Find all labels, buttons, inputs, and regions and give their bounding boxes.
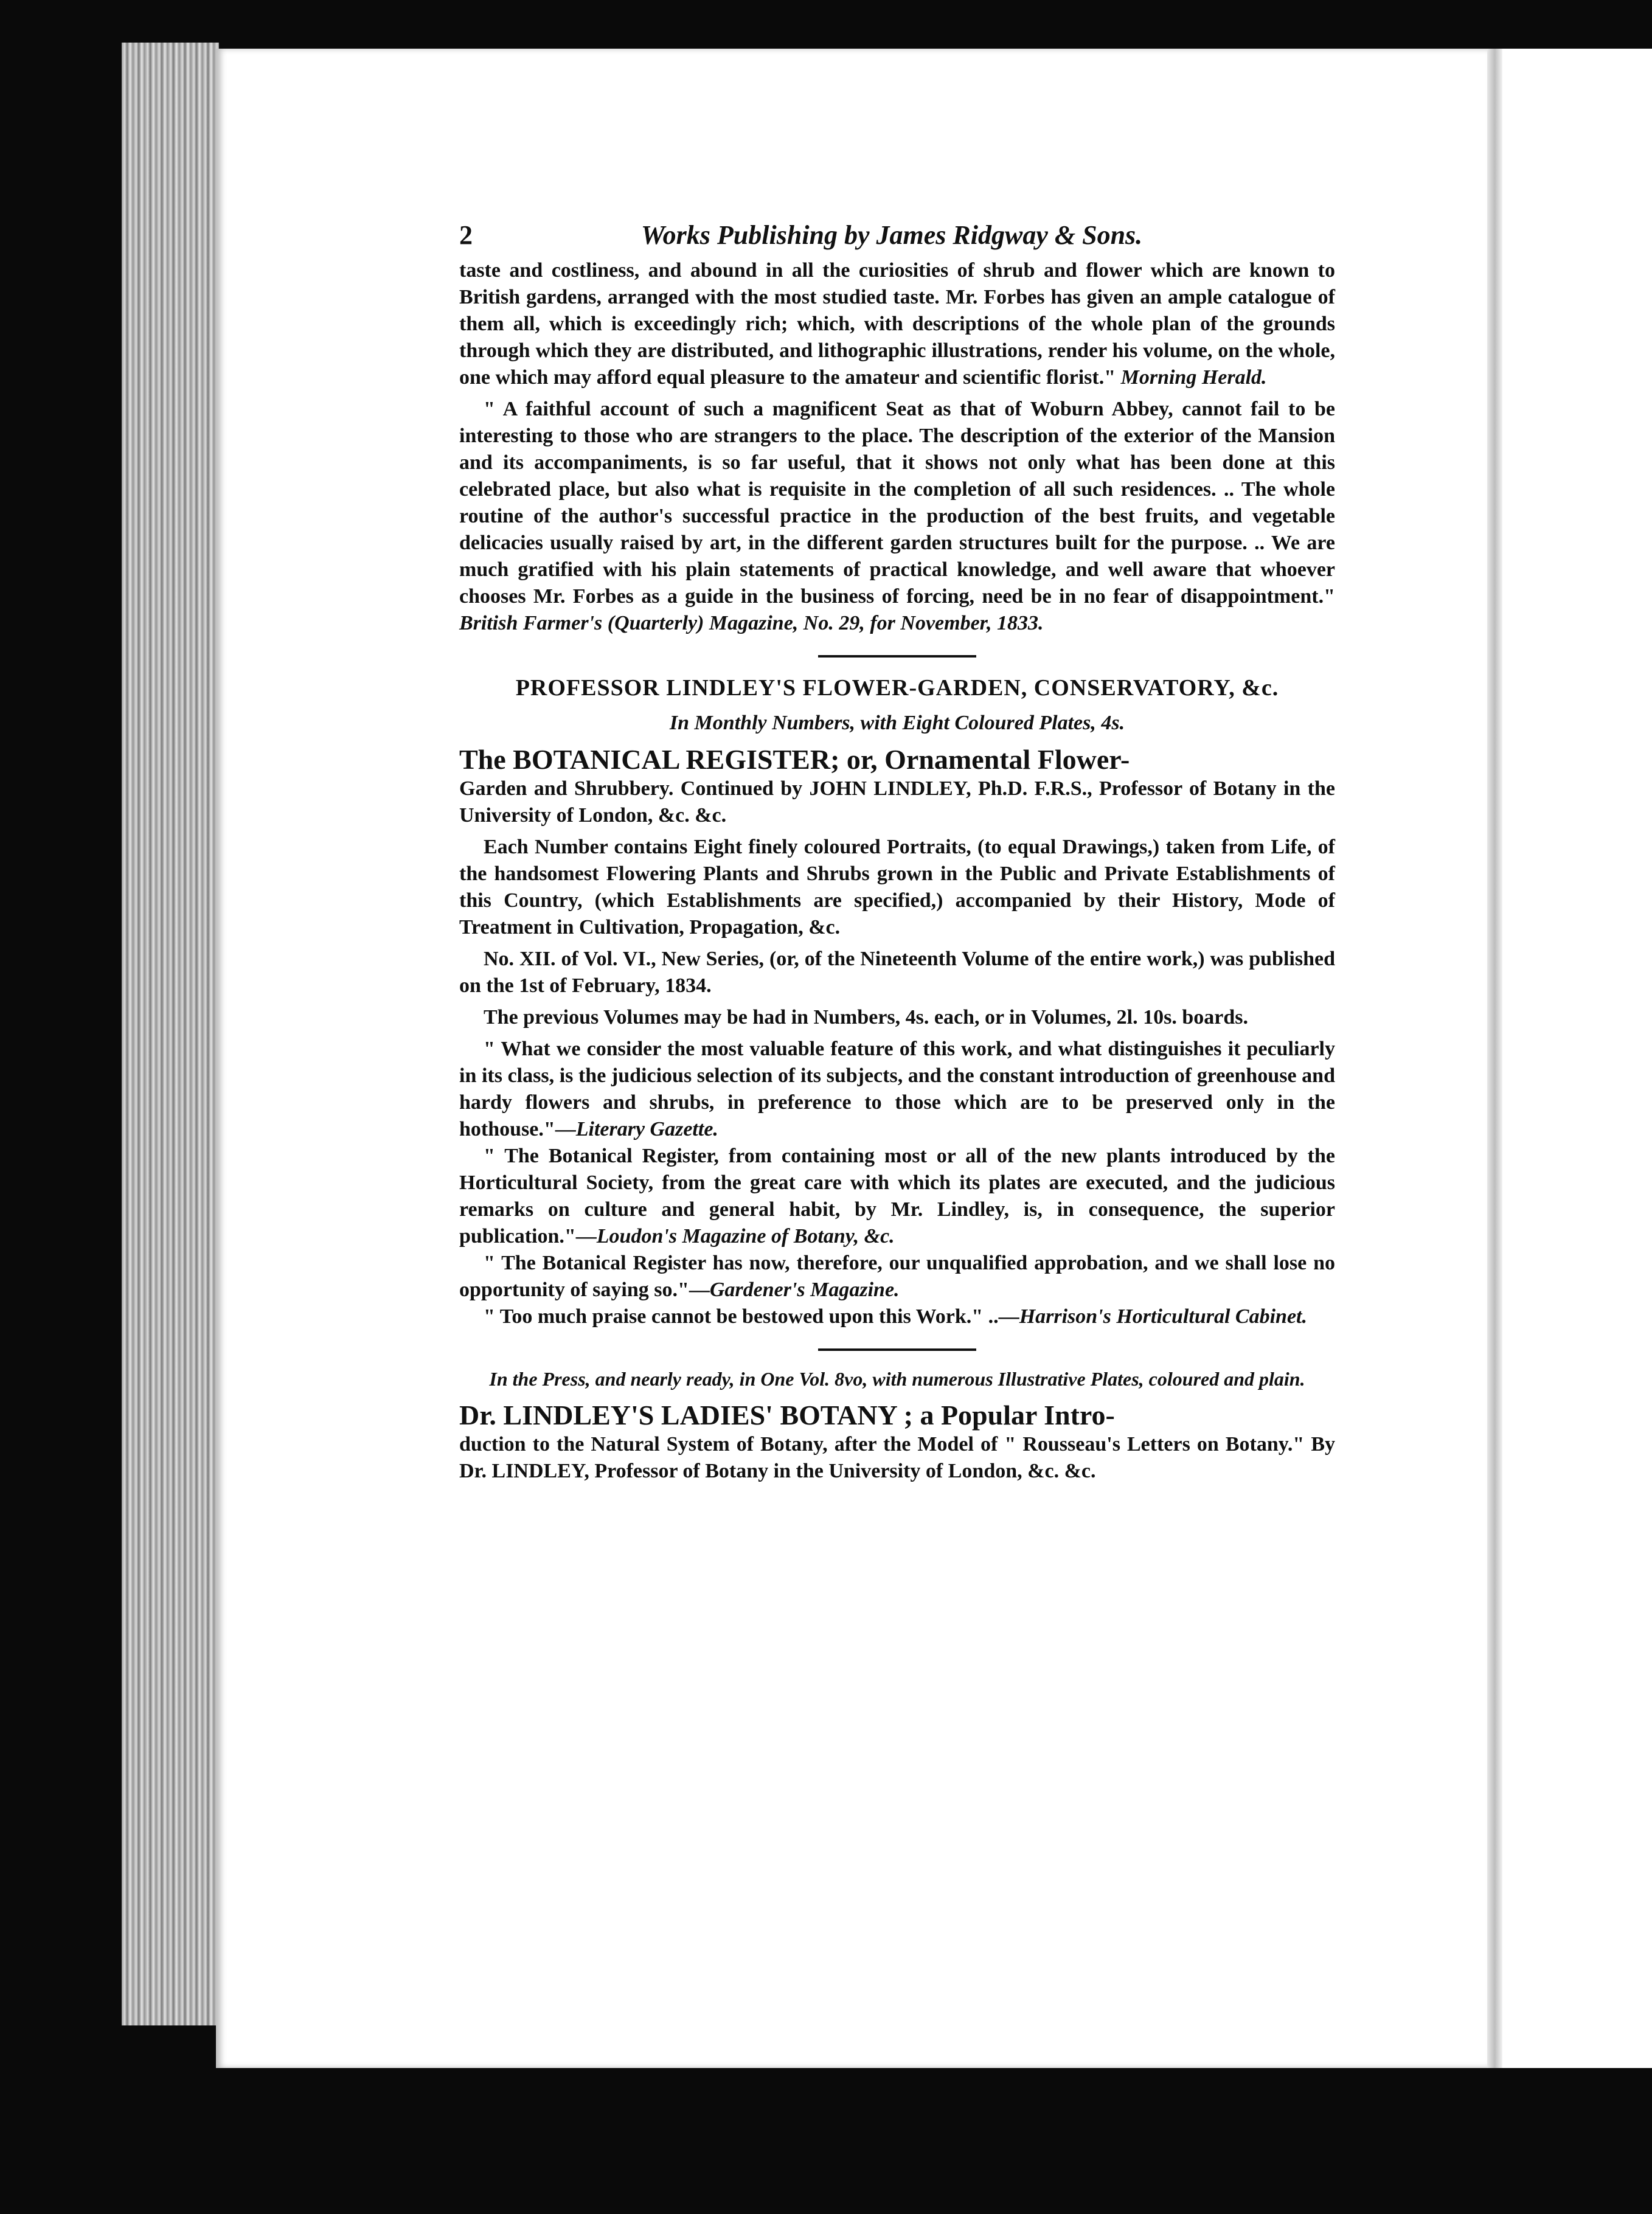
harrison-quote <box>459 1303 1335 1330</box>
botanical-register-title-rest: Garden and Shrubbery. Continued by JOHN LINDLEY, Ph.D. F.R.S., Professor of Botany in the University of London, &c. &c. <box>459 777 1335 827</box>
ladies-botany-title-rest: duction to the Natural System of Botany, after the Model of " Rousseau's Letters on Botany." By Dr. LINDLEY, Professor of Botany in the University of London, &c. &c. <box>459 1433 1335 1482</box>
facing-page-margin <box>1502 49 1652 2068</box>
literary-gazette-quote <box>459 1036 1335 1143</box>
loudon-quote <box>459 1143 1335 1250</box>
forbes-review-text: taste and costliness, and abound in all the curiosities of shrub and flower which are known to British gardens, arranged with the most studied taste. Mr. Forbes has given an ample catalogue of them all, which is exceedingly rich; which, with descriptions of the whole plan of the grounds through which they are distributed, and lithographic illustrations, render his volume, on the whole, one which may afford equal pleasure to the amateur and scientific florist." <box>459 259 1335 389</box>
register-previous-volumes: The previous Volumes may be had in Numbers, 4s. each, or in Volumes, 2l. 10s. boards. <box>484 1006 1248 1029</box>
british-farmer-text: " A faithful account of such a magnificent Seat as that of Woburn Abbey, cannot fail to be interesting to those who are strangers to the place. The description of the exterior of the Mansion and its accompaniments, is so far useful, that it shows not only what has been done at this celebrated place, but also what is requisite in the completion of all such residences. .. The whole routine of the author's successful practice in the production of the best fruits, and vegetable delicacies usually raised by art, in the different garden structures built for the purpose. .. We are much gratified with his plain statements of practical knowledge, and well aware that whoever chooses Mr. Forbes as a guide in the business of forcing, need be in no fear of disappointment." <box>459 398 1335 608</box>
lindley-subheading: In Monthly Numbers, with Eight Coloured Plates, 4s. <box>669 712 1125 734</box>
running-head <box>459 216 1335 255</box>
botanical-register-title: The BOTANICAL REGISTER; or, Ornamental Flower- <box>459 744 1130 775</box>
register-publication-note: No. XII. of Vol. VI., New Series, (or, of the Nineteenth Volume of the entire work,) was published on the 1st of February, 1834. <box>459 948 1335 997</box>
quote-text: " What we consider the most valuable feature of this work, and what distinguishes it peculiarly in its class, is the judicious selection of its subjects, and the constant introduction of greenhouse and hardy flowers and shrubs, in preference to those which are to be preserved only in the hothouse."— <box>459 1038 1335 1140</box>
quote-text: " The Botanical Register, from containing most or all of the new plants introduced by the Horticultural Society, from the great care with which its plates are executed, and the judicious remarks on culture and general habit, by Mr. Lindley, is, in consequence, the superior publication."— <box>459 1145 1335 1248</box>
section-divider <box>818 1348 976 1351</box>
register-description: Each Number contains Eight finely coloured Portraits, (to equal Drawings,) taken from Life, of the handsomest Flowering Plants and Shrubs grown in the Public and Private Establishments of this Country, (which Establishments are specified,) accompanied by their History, Mode of Treatment in Cultivation, Propagation, &c. <box>459 836 1335 939</box>
quote-source: Harrison's Horticultural Cabinet. <box>1019 1305 1307 1328</box>
lindley-section-heading: PROFESSOR LINDLEY'S FLOWER-GARDEN, CONSERVATORY, &c. <box>515 675 1279 701</box>
forbes-review-source: Morning Herald. <box>1120 366 1267 389</box>
quote-source: Loudon's Magazine of Botany, &c. <box>596 1225 895 1248</box>
quote-source: Literary Gazette. <box>575 1118 718 1140</box>
page-content <box>459 216 1335 1485</box>
quote-source: Gardener's Magazine. <box>709 1279 900 1301</box>
page-number: 2 <box>459 220 473 250</box>
running-title: Works Publishing by James Ridgway & Sons. <box>640 220 1143 250</box>
ladies-botany-press-note: In the Press, and nearly ready, in One Vol. 8vo, with numerous Illustrative Plates, coloured and plain. <box>489 1368 1305 1390</box>
quote-text: " Too much praise cannot be bestowed upon this Work." ..— <box>484 1305 1019 1328</box>
forbes-review-paragraph <box>459 257 1335 391</box>
page-gutter <box>1487 49 1502 2068</box>
gardeners-magazine-quote <box>459 1250 1335 1303</box>
page-stack-edge <box>122 43 219 2025</box>
section-divider <box>818 655 976 658</box>
british-farmer-review <box>459 396 1335 637</box>
quote-text: " The Botanical Register has now, therefore, our unqualified approbation, and we shall lose no opportunity of saying so."— <box>459 1252 1335 1301</box>
ladies-botany-title: Dr. LINDLEY'S LADIES' BOTANY ; a Popular Intro- <box>459 1400 1115 1431</box>
british-farmer-source: British Farmer's (Quarterly) Magazine, No. 29, for November, 1833. <box>459 612 1044 634</box>
